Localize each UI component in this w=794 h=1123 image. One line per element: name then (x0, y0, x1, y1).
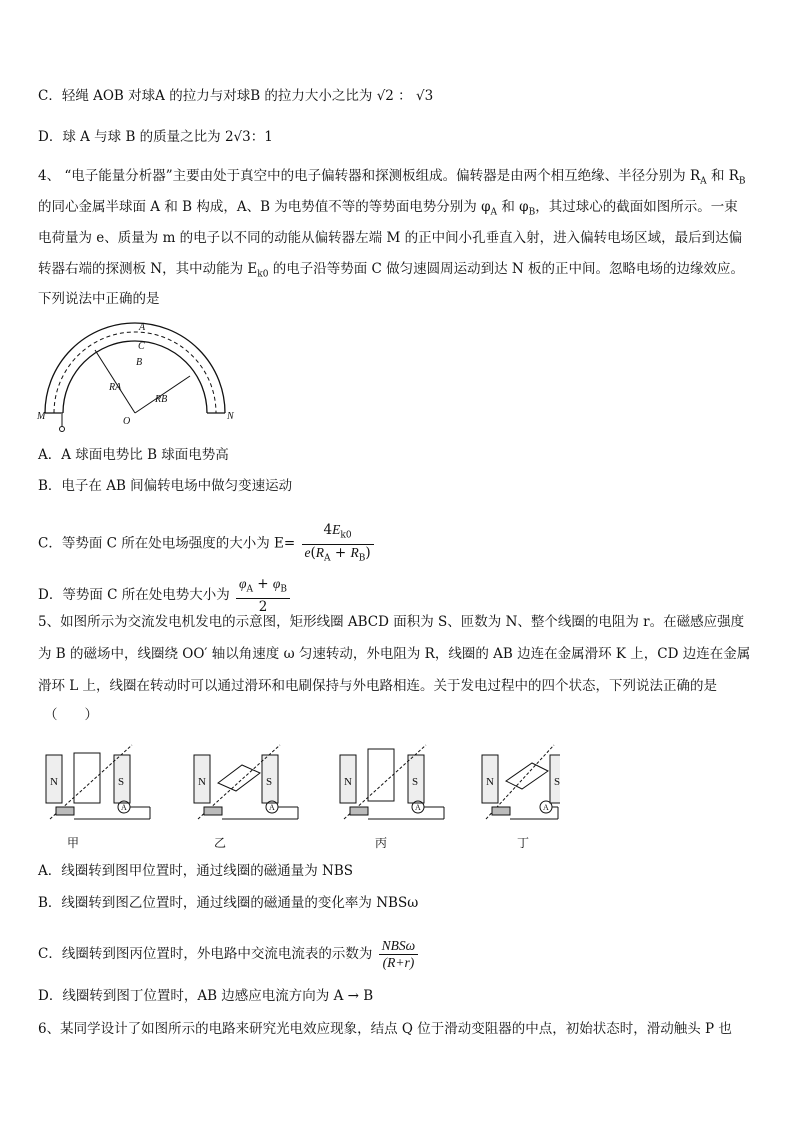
svg-text:N: N (486, 776, 494, 788)
sphere-a-arc (45, 323, 225, 413)
q6-line1: 6、某同学设计了如图所示的电路来研究光电效应现象，结点 Q 位于滑动变阻器的中点，初始状态时，滑动触头 P 也 (38, 1021, 732, 1037)
caption-jia: 甲 (67, 836, 80, 850)
coil (218, 765, 260, 791)
label-n: N (227, 411, 234, 422)
svg-text:S: S (118, 776, 125, 788)
label-o: O (123, 416, 131, 427)
generator-figures (40, 735, 560, 835)
equipotential-c-arc (54, 332, 216, 413)
q4-option-d: D．等势面 C 所在处电势大小为 $\frac{\varphi_A + \varphi_B}{2}$ (38, 576, 292, 615)
q4-line5: 下列说法中正确的是 (38, 291, 160, 307)
q4-line4: 转器右端的探测板 N，其中动能为 $E_{k0}$ 的电子沿等势面 C 做匀速圆周运动到达 N 板的正中间。忽略电场的边缘效应。 (38, 261, 745, 280)
coil (506, 763, 548, 789)
slip-rings (350, 807, 368, 815)
generator-bing (340, 745, 444, 819)
slip-rings (56, 807, 74, 815)
svg-text:N: N (344, 776, 352, 788)
electron-source (60, 427, 65, 432)
q3-option-d: D．球 A 与球 B 的质量之比为 2√3：1 (38, 129, 273, 145)
generator-ding (482, 745, 560, 819)
label-c: C (138, 341, 145, 352)
svg-text:S: S (412, 776, 419, 788)
q5-option-d: D．线圈转到图丁位置时，AB 边感应电流方向为 A → B (38, 988, 374, 1004)
q5-option-c: C．线圈转到图丙位置时，外电路中交流电流表的示数为 $\frac{\text{NBSω}}{(R+r)}$ (38, 938, 420, 971)
label-ra: RA (109, 382, 122, 393)
q4-line2: 的同心金属半球面 A 和 B 构成，A、B 为电势值不等的等势面电势分别为 $\varphi_A$ 和 $\varphi_B$，其过球心的截面如图所示。一束 (38, 199, 738, 218)
generator-jia (46, 745, 150, 819)
slip-rings (492, 807, 510, 815)
svg-text:A: A (543, 803, 549, 812)
q3-option-c: C．轻绳 AOB 对球A 的拉力与对球B 的拉力大小之比为 √2 ： √3 (38, 88, 434, 104)
q4-option-c: C．等势面 C 所在处电场强度的大小为 E= $\frac{4E_{k0}}{e(R_A + R_B)}$ (38, 522, 376, 566)
caption-bing: 丙 (375, 836, 388, 850)
q5-line1: 5、如图所示为交流发电机发电的示意图，矩形线圈 ABCD 面积为 S、匝数为 N、整个线圈的电阻为 r。在磁感应强度 (38, 614, 745, 630)
ammeter-formula: $\frac{\text{NBSω}}{(R+r)}$ (379, 938, 419, 971)
field-formula: $\frac{4E_{k0}}{e(R_A + R_B)}$ (302, 522, 374, 566)
svg-text:A: A (269, 803, 275, 812)
label-m: M (37, 411, 46, 422)
label-rb: RB (155, 394, 168, 405)
label-b: B (136, 357, 143, 368)
svg-text:A: A (415, 803, 421, 812)
svg-text:A: A (121, 803, 127, 812)
q4-line3: 电荷量为 e、质量为 m 的电子以不同的动能从偏转器左端 M 的正中间小孔垂直入射，进入偏转电场区域，最后到达偏 (38, 230, 743, 246)
label-a: A (139, 322, 146, 333)
svg-text:N: N (50, 776, 58, 788)
q4-line1: 4、 “电子能量分析器”主要由处于真空中的电子偏转器和探测板组成。偏转器是由两个相互绝缘、半径分别为 $R_A$ 和 $R_B$ (38, 168, 746, 187)
svg-text:S: S (266, 776, 273, 788)
q5-paren: （ ） (44, 707, 98, 723)
caption-yi: 乙 (214, 836, 227, 850)
ratio-value: √2 ： √3 (376, 88, 434, 104)
svg-text:N: N (198, 776, 206, 788)
generator-yi (194, 745, 298, 819)
potential-formula: $\frac{\varphi_A + \varphi_B}{2}$ (236, 576, 290, 615)
q5-line2: 为 B 的磁场中，线圈绕 OO′ 轴以角速度 ω 匀速转动，外电阻为 R，线圈的 AB 边连在金属滑环 K 上，CD 边连在金属 (38, 646, 751, 662)
slip-rings (204, 807, 222, 815)
sphere-b-arc (63, 341, 207, 413)
caption-ding: 丁 (517, 836, 530, 850)
mass-ratio: 2√3：1 (224, 129, 273, 145)
deflector-figure (35, 318, 240, 436)
q4-option-a: A．A 球面电势比 B 球面电势高 (38, 447, 229, 463)
q5-line3: 滑环 L 上，线圈在转动时可以通过滑环和电刷保持与外电路相连。关于发电过程中的四个状态，下列说法正确的是 (38, 678, 718, 694)
q5-option-b: B．线圈转到图乙位置时，通过线圈的磁通量的变化率为 NBSω (38, 895, 419, 911)
svg-text:S: S (554, 776, 560, 788)
q4-option-b: B．电子在 AB 间偏转电场中做匀变速运动 (38, 478, 293, 494)
q5-option-a: A．线圈转到图甲位置时，通过线圈的磁通量为 NBS (38, 863, 354, 879)
